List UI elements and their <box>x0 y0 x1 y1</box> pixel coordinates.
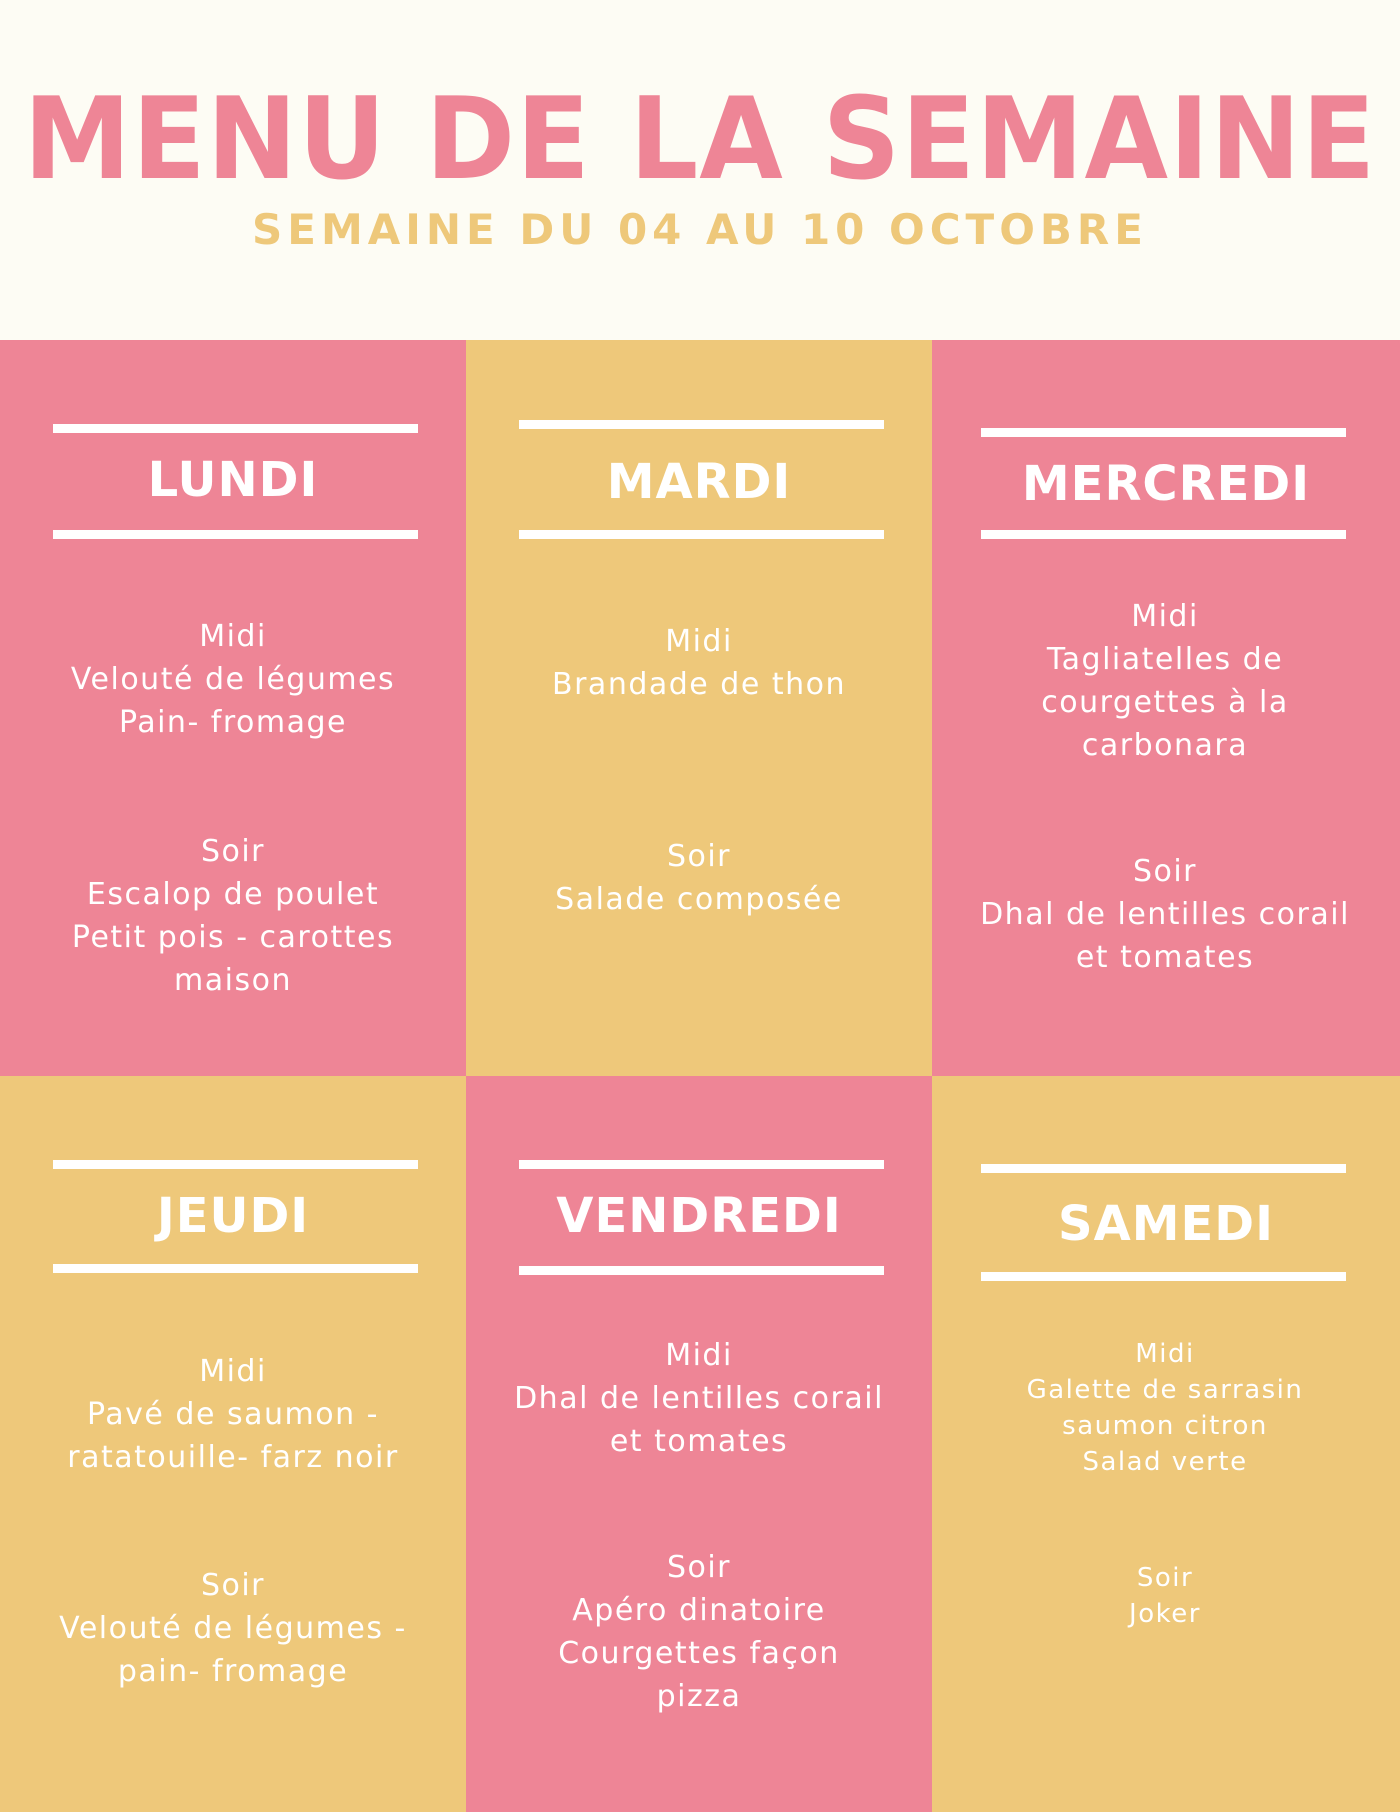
dinner-label: Soir <box>666 839 732 874</box>
dinner-label: Soir <box>200 1568 266 1603</box>
dinner-label: Soir <box>1136 1563 1194 1593</box>
lunch-label: Midi <box>665 624 733 659</box>
divider-top <box>981 1164 1346 1173</box>
lunch-dish: Tagliatelles de courgettes à la carbonara <box>1041 642 1289 763</box>
dinner-dish: Escalop de poulet Petit pois - carottes maison <box>71 877 395 998</box>
lunch-label: Midi <box>199 619 267 654</box>
divider-bottom <box>981 530 1346 539</box>
day-title: LUNDI <box>147 452 319 508</box>
header <box>0 0 1400 340</box>
day-card-samedi <box>932 1076 1400 1812</box>
dinner-section <box>952 1560 1378 1632</box>
lunch-dish: Brandade de thon <box>552 667 846 702</box>
dinner-dish: Dhal de lentilles corail et tomates <box>980 897 1350 975</box>
divider-bottom <box>53 1264 418 1273</box>
day-card-mercredi <box>932 340 1400 1076</box>
dinner-section <box>20 830 446 1002</box>
divider-bottom <box>981 1272 1346 1281</box>
lunch-section <box>20 1350 446 1479</box>
menu-grid <box>0 340 1400 1812</box>
divider-top <box>53 424 418 433</box>
divider-top <box>519 1160 884 1169</box>
dinner-dish: Velouté de légumes - pain- fromage <box>59 1611 407 1689</box>
lunch-label: Midi <box>1131 599 1199 634</box>
lunch-section <box>486 620 912 706</box>
lunch-dish: Dhal de lentilles corail et tomates <box>514 1381 884 1459</box>
lunch-label: Midi <box>1135 1339 1195 1369</box>
divider-top <box>981 428 1346 437</box>
lunch-dish: Pavé de saumon - ratatouille- farz noir <box>67 1397 399 1475</box>
week-subtitle: SEMAINE DU 04 AU 10 OCTOBRE <box>252 205 1148 254</box>
divider-bottom <box>519 530 884 539</box>
dinner-dish: Salade composée <box>555 882 843 917</box>
dinner-dish: Joker <box>1129 1599 1201 1629</box>
dinner-label: Soir <box>1132 854 1198 889</box>
divider-top <box>519 420 884 429</box>
dinner-section <box>20 1564 446 1693</box>
lunch-dish: Velouté de légumes Pain- fromage <box>70 662 396 740</box>
dinner-dish: Apéro dinatoire Courgettes façon pizza <box>558 1593 840 1714</box>
dinner-label: Soir <box>200 834 266 869</box>
dinner-section <box>952 850 1378 979</box>
lunch-label: Midi <box>199 1354 267 1389</box>
lunch-section <box>952 1336 1378 1480</box>
divider-bottom <box>53 530 418 539</box>
dinner-section <box>486 835 912 921</box>
lunch-label: Midi <box>665 1338 733 1373</box>
dinner-label: Soir <box>666 1550 732 1585</box>
divider-bottom <box>519 1266 884 1275</box>
lunch-section <box>486 1334 912 1463</box>
page-title: MENU DE LA SEMAINE <box>23 73 1377 206</box>
day-title: MERCREDI <box>1021 456 1311 512</box>
day-title: JEUDI <box>156 1188 310 1244</box>
divider-top <box>53 1160 418 1169</box>
day-title: SAMEDI <box>1058 1196 1274 1252</box>
day-title: MARDI <box>606 454 792 510</box>
day-card-lundi <box>0 340 466 1076</box>
lunch-section <box>952 595 1378 767</box>
dinner-section <box>486 1546 912 1718</box>
lunch-section <box>20 615 446 744</box>
day-title: VENDREDI <box>556 1188 842 1244</box>
day-card-mardi <box>466 340 932 1076</box>
day-card-vendredi <box>466 1076 932 1812</box>
lunch-dish: Galette de sarrasin saumon citron Salad verte <box>1026 1375 1304 1477</box>
day-card-jeudi <box>0 1076 466 1812</box>
